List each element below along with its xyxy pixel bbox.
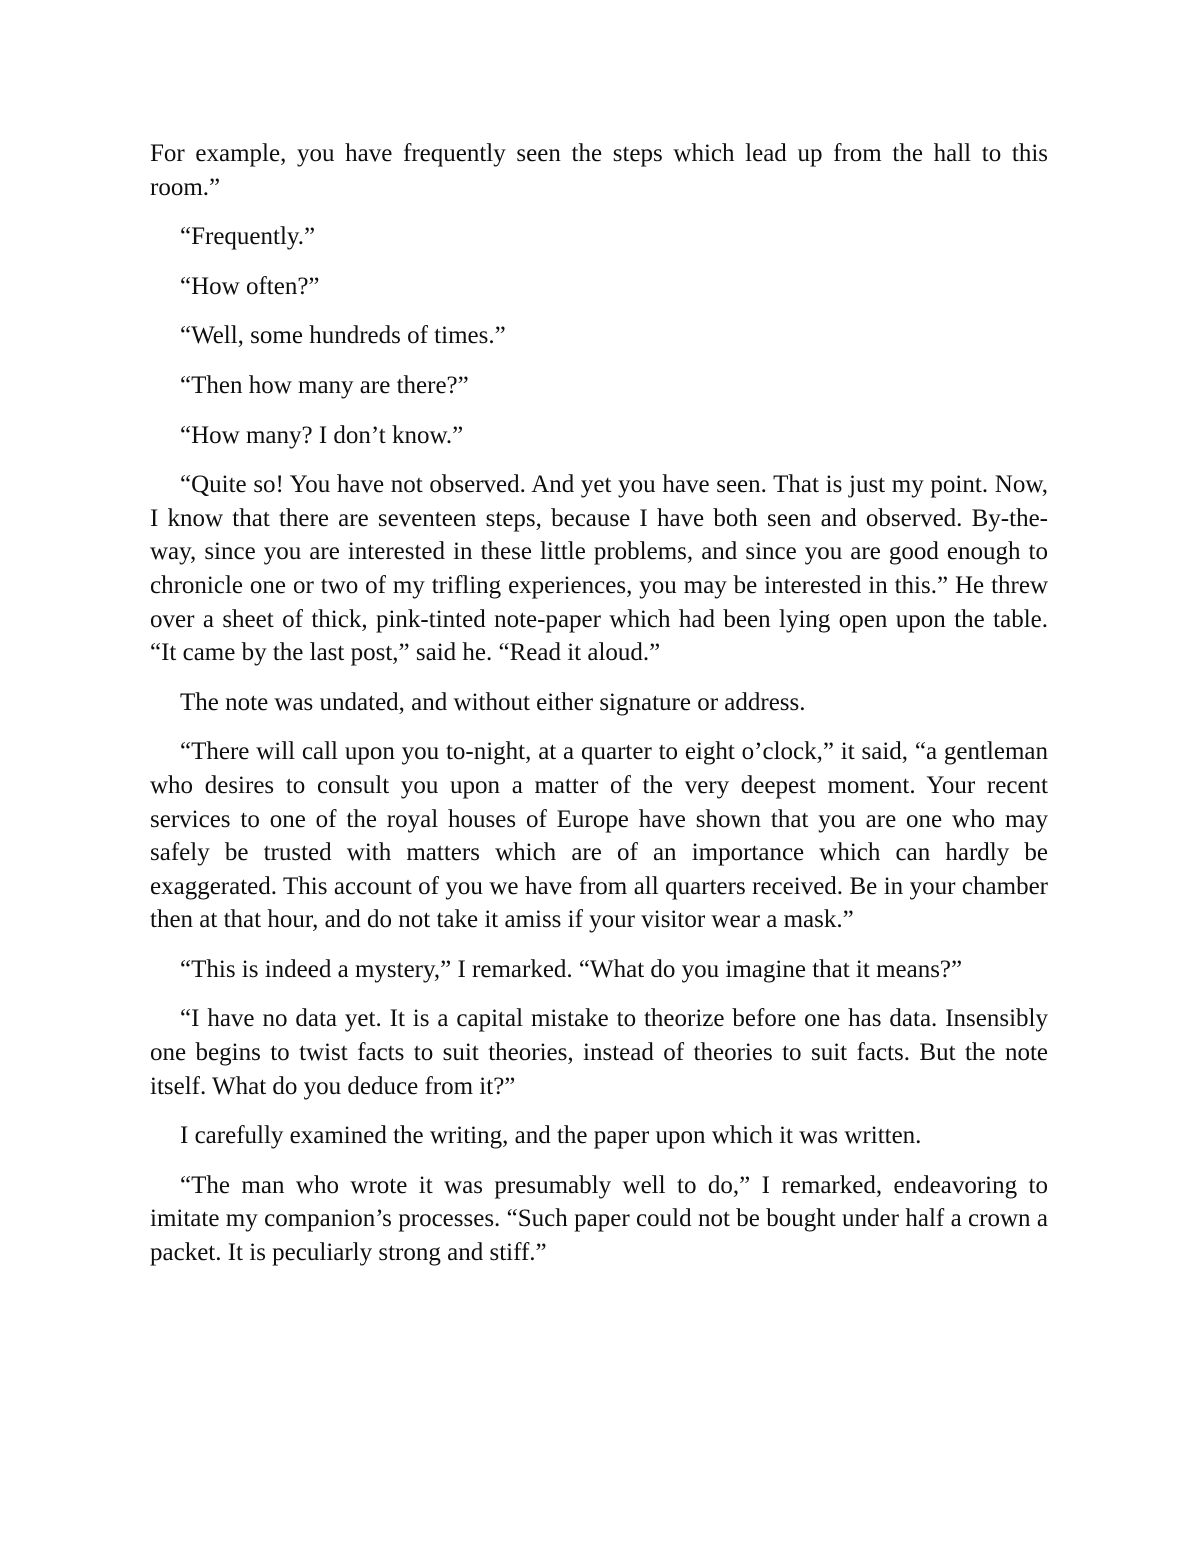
paragraph-10: “This is indeed a mystery,” I remarked. “What do you imagine that it means?” xyxy=(180,955,963,983)
paragraph-7: “Quite so! You have not observed. And yet you have seen. That is just my point. Now, I know that there are seventeen steps, because I have both seen and observed. By-the-way, since you are interested in these little problems, and since you are good enough to chronicle one or two of my trifling experiences, you may be interested in this.” He threw over a sheet of thick, pink-tinted note-paper which had been lying open upon the table. “It came by the last post,” said he. “Read it aloud.” xyxy=(150,471,1048,667)
paragraph-3: “How often?” xyxy=(180,272,320,300)
paragraph-1: For example, you have frequently seen the steps which lead up from the hall to this room.” xyxy=(150,140,1048,201)
paragraph-12: I carefully examined the writing, and the paper upon which it was written. xyxy=(180,1122,922,1150)
paragraph-9: “There will call upon you to-night, at a quarter to eight o’clock,” it said, “a gentleman who desires to consult you upon a matter of the very deepest moment. Your recent services to one of the royal houses of Europe have shown that you are one who may safely be trusted with matters which are of an importance which can hardly be exaggerated. This account of you we have from all quarters received. Be in your chamber then at that hour, and do not take it amiss if your visitor wear a mask.” xyxy=(150,738,1048,934)
paragraph-11: “I have no data yet. It is a capital mistake to theorize before one has data. Insensibly one begins to twist facts to suit theories, instead of theories to suit facts. But the note itself. What do you deduce from it?” xyxy=(150,1005,1048,1100)
paragraph-2: “Frequently.” xyxy=(180,223,316,251)
paragraph-13: “The man who wrote it was presumably well to do,” I remarked, endeavoring to imitate my companion’s processes. “Such paper could not be bought under half a crown a packet. It is peculiarly strong and stiff.” xyxy=(150,1171,1048,1267)
paragraph-4: “Well, some hundreds of times.” xyxy=(180,322,506,350)
paragraph-6: “How many? I don’t know.” xyxy=(180,421,464,449)
text-block xyxy=(150,137,1048,1270)
paragraph-5: “Then how many are there?” xyxy=(180,371,469,399)
paragraph-8: The note was undated, and without either signature or address. xyxy=(180,688,806,716)
